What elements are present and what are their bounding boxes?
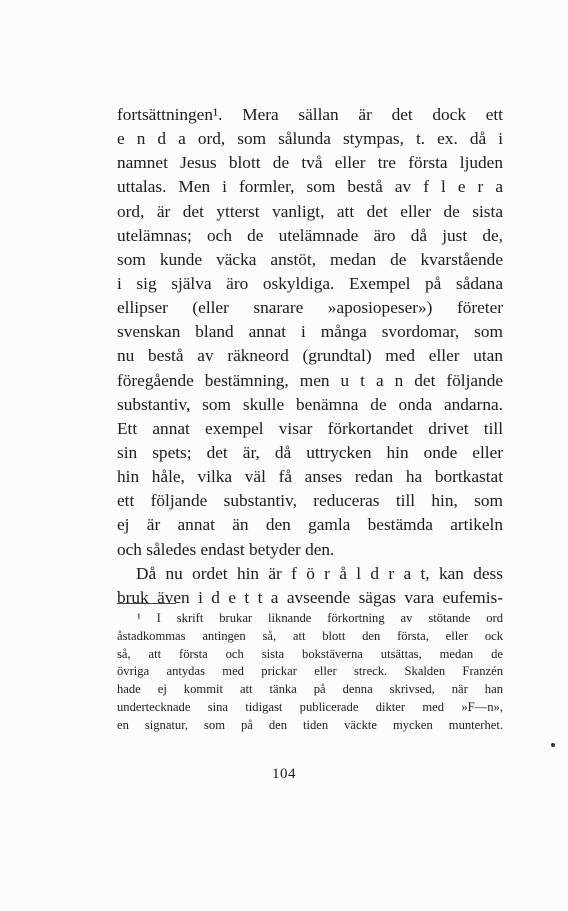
body-line: uttalas. Men i formler, som bestå av f l e r a xyxy=(117,177,503,197)
body-line: Ett annat exempel visar förkortandet drivet till xyxy=(117,418,503,438)
body-line: och således endast betyder den. xyxy=(117,539,335,559)
footnote-line: åstadkommas antingen så, att blott den första, eller ock xyxy=(117,628,503,643)
body-text xyxy=(117,103,503,610)
body-line: bruk även i d e t t a avseende sägas vara eufemis- xyxy=(117,587,503,607)
body-line: sin spets; det är, då uttrycken hin onde eller xyxy=(117,442,503,462)
ink-speck xyxy=(551,743,555,747)
body-line: utelämnas; och de utelämnade äro då just de, xyxy=(117,225,503,245)
body-line: fortsättningen¹. Mera sällan är det dock ett xyxy=(117,105,503,124)
footnote-divider xyxy=(117,603,176,604)
body-line: namnet Jesus blott de två eller tre första ljuden xyxy=(117,153,503,173)
body-line: nu bestå av räkneord (grundtal) med eller utan xyxy=(117,346,503,366)
body-line: Då nu ordet hin är f ö r å l d r a t, kan dess xyxy=(136,563,503,583)
body-line: som kunde väcka anstöt, medan de kvarstående xyxy=(117,249,503,269)
body-line: ej är annat än den gamla bestämda artikeln xyxy=(117,515,503,535)
footnote-line: ¹ I skrift brukar liknande förkortning av stötande ord xyxy=(137,611,503,625)
body-line: e n d a ord, som sålunda stympas, t. ex. då i xyxy=(117,129,503,149)
body-line: hin håle, vilka väl få anses redan ha bortkastat xyxy=(117,467,503,487)
body-line: föregående bestämning, men u t a n det följande xyxy=(117,370,503,390)
footnote xyxy=(117,610,503,735)
footnote-line: hade ej kommit att tänka på denna skrivsed, när han xyxy=(117,682,503,697)
body-line: ett följande substantiv, reduceras till hin, som xyxy=(117,491,503,511)
footnote-line: övriga antydas med prickar eller streck. Skalden Franzén xyxy=(117,664,503,679)
footnote-line: en signatur, som på den tiden väckte mycken munterhet. xyxy=(117,717,503,732)
footnote-line: undertecknade sina tidigast publicerade dikter med »F—n», xyxy=(117,699,503,714)
page-number: 104 xyxy=(272,766,296,782)
body-line: ellipser (eller snarare »aposiopeser») företer xyxy=(117,298,503,318)
body-line: substantiv, som skulle benämna de onda andarna. xyxy=(117,394,503,414)
footnote-line: så, att första och sista bokstäverna utsättas, medan de xyxy=(117,646,503,661)
body-line: i sig själva äro oskyldiga. Exempel på sådana xyxy=(117,273,503,293)
body-line: svenskan bland annat i många svordomar, som xyxy=(117,322,503,342)
body-line: ord, är det ytterst vanligt, att det eller de sista xyxy=(117,201,503,221)
